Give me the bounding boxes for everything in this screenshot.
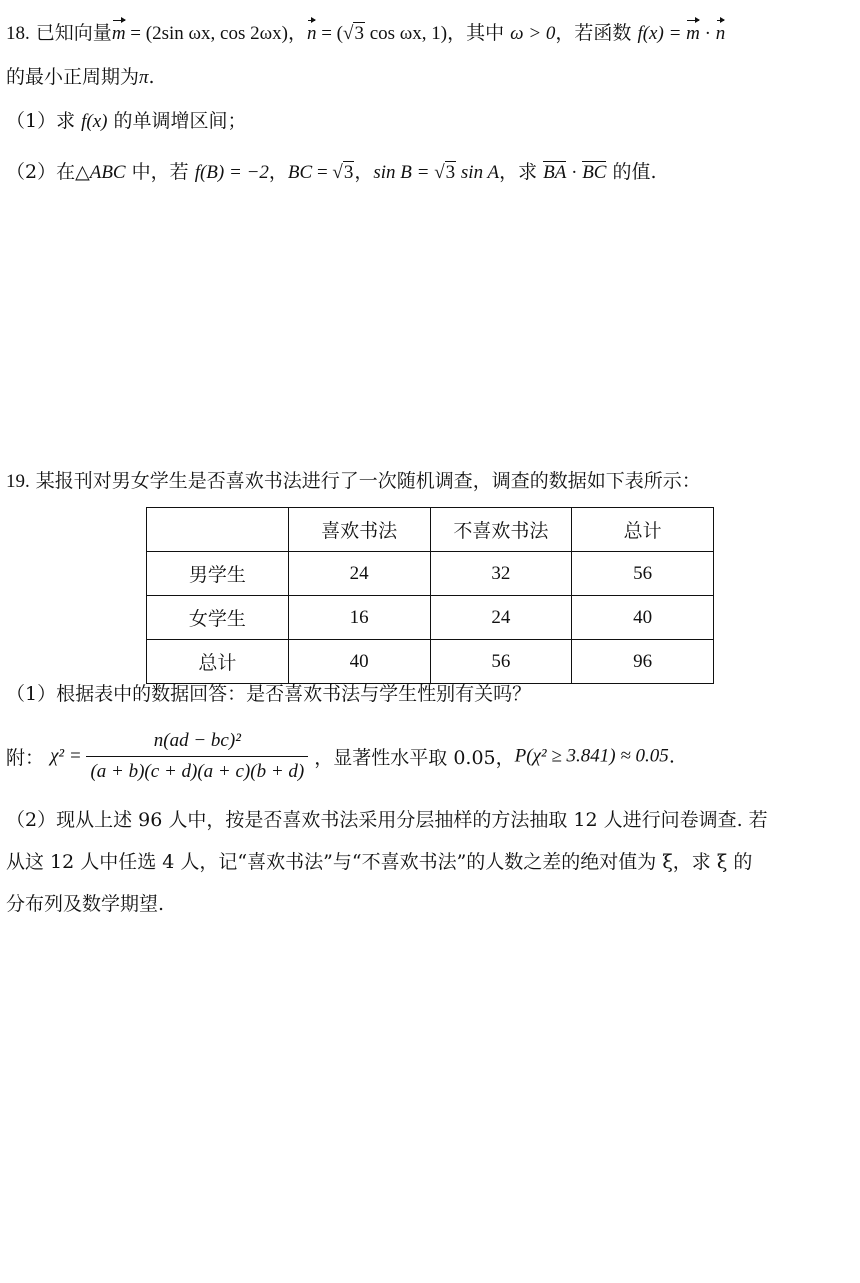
q19-intro — [6, 467, 701, 496]
q19-intro-text: 某报刊对男女学生是否喜欢书法进行了一次随机调查，调查的数据如下表所示： — [35, 470, 701, 492]
part-text: 在△ — [56, 161, 90, 183]
survey-table — [146, 507, 714, 684]
q18-line1 — [6, 19, 725, 48]
comma: ， — [354, 161, 374, 183]
part-text: ，求 — [499, 161, 544, 183]
table-cell: 24 — [288, 552, 430, 596]
table-cell: 总计 — [572, 508, 714, 552]
sine-relation: sin B = — [373, 162, 435, 183]
omega-condition: ω > 0 — [510, 23, 556, 44]
part-text: 的值. — [606, 161, 657, 183]
table-header-row — [147, 508, 714, 552]
q19-part1 — [6, 680, 531, 708]
triangle-abc: ABC — [89, 162, 126, 183]
probability-expression: P(χ² ≥ 3.841) ≈ 0.05 — [514, 745, 669, 767]
q19-part2-line3 — [6, 890, 164, 918]
fraction-numerator: n(ad − bc)² — [86, 726, 308, 757]
sqrt-3: √3 — [343, 23, 364, 44]
part-text: （2）现从上述 96 人中，按是否喜欢书法采用分层抽样的方法抽取 12 人进行问卷调查. 若 — [6, 809, 768, 831]
condition-fb: f(B) = −2 — [194, 162, 269, 183]
part-label: （2） — [6, 161, 57, 183]
pi-symbol: π — [139, 67, 149, 88]
vector-ba: BA — [543, 162, 567, 183]
table-cell — [147, 508, 289, 552]
table-cell: 不喜欢书法 — [430, 508, 572, 552]
chi-square: χ² = — [50, 745, 87, 767]
table-cell: 56 — [430, 640, 572, 684]
table-row — [147, 552, 714, 596]
equals: = — [312, 162, 333, 183]
function-fx: f(x) = — [637, 23, 687, 44]
q19-part2-line1 — [6, 806, 768, 834]
vector-n-open: = ( — [316, 23, 343, 44]
part-text: 的单调增区间； — [107, 110, 247, 132]
sqrt-3: √3 — [332, 162, 354, 183]
table-cell: 总计 — [147, 640, 289, 684]
q18-text: 已知向量 — [35, 22, 112, 44]
function-fx: f(x) — [81, 111, 108, 132]
dot-operator: · — [566, 162, 583, 183]
appendix-text: ，显著性水平取 0.05， — [314, 747, 515, 769]
table-cell: 32 — [430, 552, 572, 596]
period-dot: . — [668, 745, 675, 768]
table-cell: 56 — [572, 552, 714, 596]
part-text: 从这 12 人中任选 4 人，记“喜欢书法”与“不喜欢书法”的人数之差的绝对值为 ξ，求 ξ 的 — [6, 851, 753, 873]
table-cell: 男学生 — [147, 552, 289, 596]
table-cell: 40 — [572, 596, 714, 640]
appendix-label: 附： — [6, 747, 45, 769]
part-label: （1） — [6, 110, 57, 132]
table-cell: 喜欢书法 — [288, 508, 430, 552]
table-cell: 40 — [288, 640, 430, 684]
period-dot: . — [148, 66, 155, 88]
q19-part2-line2 — [6, 848, 752, 876]
part-text: 分布列及数学期望. — [6, 893, 165, 915]
q19-number: 19. — [6, 471, 30, 492]
table-row — [147, 640, 714, 684]
part-text: 求 — [56, 110, 82, 132]
vector-m-value: = (2sin ωx, cos 2ωx) — [125, 23, 288, 44]
table-cell: 24 — [430, 596, 572, 640]
q19-appendix — [6, 726, 675, 787]
q18-number: 18. — [6, 23, 30, 44]
part-text: （1）根据表中的数据回答：是否喜欢书法与学生性别有关吗？ — [6, 683, 532, 705]
table-row — [147, 596, 714, 640]
vector-n-2: n — [716, 20, 726, 48]
vector-bc: BC — [582, 162, 607, 183]
table-cell: 女学生 — [147, 596, 289, 640]
table-cell: 96 — [572, 640, 714, 684]
q18-period-text: 的最小正周期为 — [6, 66, 140, 88]
comma: ， — [268, 161, 288, 183]
side-bc: BC — [287, 162, 313, 183]
table-cell: 16 — [288, 596, 430, 640]
fraction-denominator: (a + b)(c + d)(a + c)(b + d) — [90, 761, 305, 782]
q18-line2 — [6, 63, 155, 92]
comma: ， — [287, 22, 307, 44]
vector-m-2: m — [686, 20, 700, 48]
chi-square-fraction — [86, 726, 308, 787]
vector-n-close: cos ωx, 1) — [364, 23, 448, 44]
q18-text-3: ，若函数 — [555, 22, 638, 44]
q18-text-2: ，其中 — [447, 22, 511, 44]
part-text: 中，若 — [125, 161, 195, 183]
sqrt-3: √3 — [434, 162, 456, 183]
dot-operator: · — [699, 23, 716, 44]
q18-part2 — [6, 158, 657, 187]
sine-a: sin A — [456, 162, 500, 183]
vector-m: m — [112, 20, 126, 48]
vector-n: n — [307, 20, 317, 48]
q18-part1 — [6, 107, 247, 136]
